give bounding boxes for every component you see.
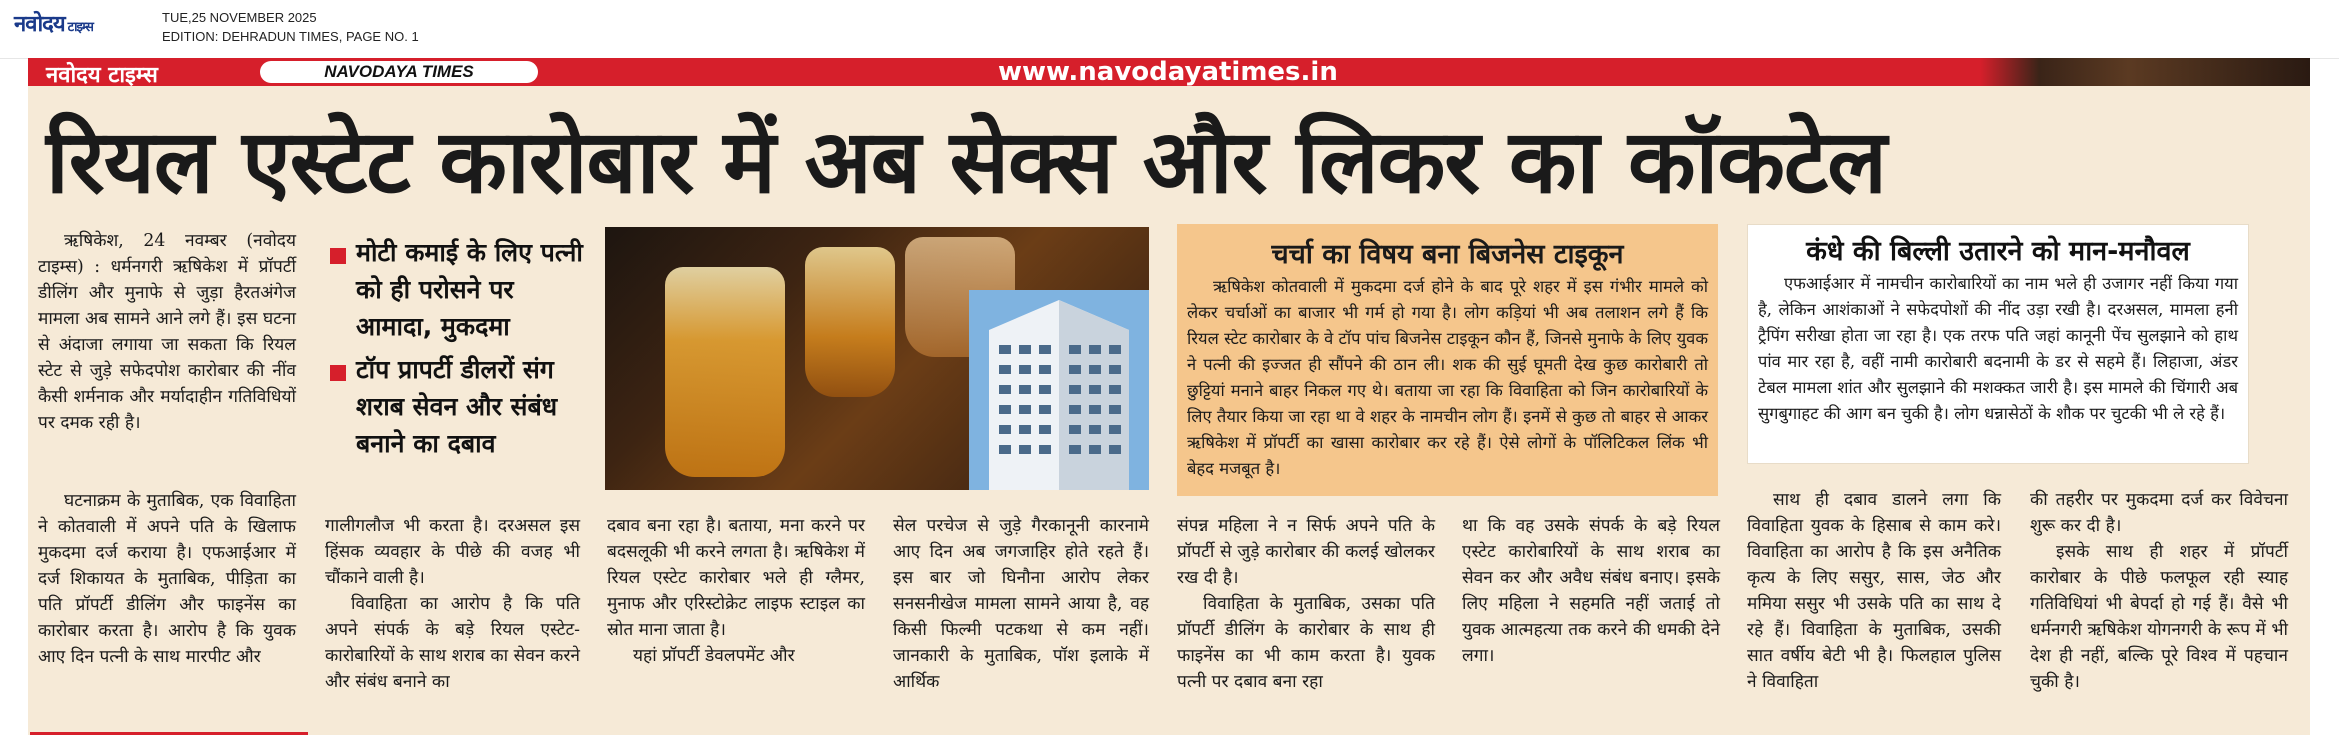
box-orange-body-text: ऋषिकेश कोतवाली में मुकदमा दर्ज होने के बाद पूरे शहर में इस गंभीर मामले को लेकर चर्चाओं का बाजार भी गर्म हो गया है। लोग कड़ियां भी अब तलाशन लगे हैं कि रियल स्टेट कारोबार के वे टॉप पांच बिजनेस टाइकून कौन हैं, जिनसे मुनाफे के लिए युवक ने पत्नी की इज्जत ही सौंपने की ठान ली। शक की सुई घूमती देख कुछ कारोबारी तो छुट्टियां मनाने बाहर निकल गए थे। बताया जा रहा कि विवाहिता को जिन कारोबारियों के लिए तैयार किया जा रहा था वे शहर के नामचीन लोग हैं। इनमें से कुछ तो बाहर से आकर ऋषिकेश में प्रॉपर्टी का खासा कारोबार कर रहे हैं। ऐसे लोगों के पॉलिटिकल लिंक भी बेहद मजबूत है। xyxy=(1187,277,1708,478)
masthead-photo xyxy=(1980,58,2310,86)
building-image xyxy=(969,290,1149,490)
article-col6-p1: था कि वह उसके संपर्क के बड़े रियल एस्टेट कारोबारियों के साथ शराब का सेवन कर और अवैध संबंध बनाए। इसके लिए महिला ने सहमति नहीं जताई तो युवक आत्महत्या तक करने की धमकी देने लगा। xyxy=(1462,516,1720,666)
article-col7-p1: साथ ही दबाव डालने लगा कि विवाहिता युवक के हिसाब से काम करे। विवाहिता का आरोप है कि इस अनैतिक कृत्य के लिए ससुर, सास, जेठ और ममिया ससुर भी उसके पति का साथ दे रहे हैं। विवाहिता के मुताबिक, उसकी सात वर्षीय बेटी भी है। फिलहाल पुलिस ने विवाहिता xyxy=(1747,490,2001,692)
kicker-text: मोटी कमाई के लिए पत्नी को ही परोसने पर आमादा, मुकदमा xyxy=(356,238,583,341)
article-col8-p1: की तहरीर पर मुकदमा दर्ज कर विवेचना शुरू कर दी है। xyxy=(2030,490,2288,536)
article-col5 xyxy=(1177,513,1435,695)
article-col6 xyxy=(1462,513,1720,669)
beer-glass-shape xyxy=(665,267,785,477)
article-col3-p1: दबाव बना रहा है। बताया, मना करने पर बदसलूकी भी करने लगता है। ऋषिकेश में रियल एस्टेट कारोबार भले ही ग्लैमर, मुनाफ और एरिस्टोक्रेट लाइफ स्टाइल का स्रोत माना जाता है। xyxy=(607,516,865,640)
article-col5-p2: विवाहिता के मुताबिक, उसका पति प्रॉपर्टी डीलिंग के कारोबार के साथ ही फाइनेंस का भी काम करता है। युवक पत्नी पर दबाव बना रहा xyxy=(1177,594,1435,692)
main-headline: रियल एस्टेट कारोबार में अब सेक्स और लिकर का कॉकटेल xyxy=(46,110,1886,213)
article-col1-top-text: ऋषिकेश, 24 नवम्बर (नवोदय टाइम्स) : धर्मनगरी ऋषिकेश में प्रॉपर्टी डीलिंग और मुनाफे से जुड़ा हैरतअंगेज मामला अब सामने आने लगे हैं। इस घटना से अंदाजा लगाया जा सकता कि रियल स्टेट से जुड़े सफेदपोश कारोबार की नींव कैसी शर्मनाक और मर्यादाहीन गतिविधियों पर दमक रही है। xyxy=(38,231,296,433)
article-col1-bottom-text: घटनाक्रम के मुताबिक, एक विवाहिता ने कोतवाली में अपने पति के खिलाफ मुकदमा दर्ज कराया है। एफआईआर में दर्ज शिकायत के मुताबिक, पीड़िता का पति प्रॉपर्टी डीलिंग और फाइनेंस का कारोबार करता है। आरोप है कि युवक आए दिन पत्नी के साथ मारपीट और xyxy=(38,491,296,667)
box-white-body xyxy=(1758,271,2238,427)
article-col1-top xyxy=(38,228,296,436)
newspaper-logo[interactable] xyxy=(14,8,93,38)
article-col1-bottom xyxy=(38,488,296,670)
bullet-square-icon xyxy=(330,365,346,381)
article-col2-p2: विवाहिता का आरोप है कि पति अपने संपर्क के बड़े रियल एस्टेट-कारोबारियों के साथ शराब का सेवन करने और संबंध बनाने का xyxy=(325,594,580,692)
article-col8-p2: इसके साथ ही शहर में प्रॉपर्टी कारोबार के पीछे फलफूल रही स्याह गतिविधियां भी बेपर्दा हो गई हैं। वैसे भी धर्मनगरी ऋषिकेश योगनगरी के रूप में भी देश ही नहीं, बल्कि पूरे विश्व में पहचान चुकी है। xyxy=(2030,542,2288,692)
edition-meta xyxy=(162,8,419,46)
article-col4-p1: सेल परचेज से जुड़े गैरकानूनी कारनामे आए दिन अब जगजाहिर होते रहते हैं। इस बार जो घिनौना आरोप लेकर सनसनीखेज मामला सामने आया है, वह किसी फिल्मी पटकथा से कम नहीं। जानकारी के मुताबिक, पॉश इलाके में आर्थिक xyxy=(893,516,1149,692)
bullet-square-icon xyxy=(330,248,346,264)
article-col2-p1: गालीगलौज भी करता है। दरअसल इस हिंसक व्यवहार के पीछे की वजह भी चौंकाने वाली है। xyxy=(325,516,580,588)
article-col8 xyxy=(2030,487,2288,695)
logo-sub-text: टाइम्स xyxy=(67,20,93,35)
viewer-top-bar xyxy=(0,0,2339,59)
masthead-website: www.navodayatimes.in xyxy=(998,57,1338,87)
masthead-pill: NAVODAYA TIMES xyxy=(260,61,538,83)
kicker-bullets xyxy=(330,234,598,468)
kicker-text: टॉप प्रापर्टी डीलरों संग शराब सेवन और संबंध बनाने का दबाव xyxy=(356,355,558,458)
article-col5-p1: संपन्न महिला ने न सिर्फ अपने पति के प्रॉपर्टी से जुड़े कारोबार की कलई खोलकर रख दी है। xyxy=(1177,516,1435,588)
edition-info: EDITION: DEHRADUN TIMES, PAGE NO. 1 xyxy=(162,29,419,44)
box-orange-body xyxy=(1187,274,1708,482)
article-photo-liquor-glasses xyxy=(605,227,1149,490)
kicker-item xyxy=(330,234,598,345)
box-white-body-text: एफआईआर में नामचीन कारोबारियों का नाम भले ही उजागर नहीं किया गया है, लेकिन आशंकाओं ने सफेदपोशों की नींद उड़ा रखी है। दरअसल, मामला हनी ट्रैपिंग सरीखा होता जा रहा है। एक तरफ पति जहां कानूनी पेंच सुलझाने को हाथ पांव मार रहा है, वहीं नामी कारोबारी बदनामी के डर से सहमे हैं। लिहाजा, अंडर टेबल मामला शांत और सुलझाने की मशक्कत जारी है। इस मामले की चिंगारी अब सुगबुगाहट की आग बन चुकी है। लोग धन्नासेठों के शौक पर चुटकी भी ले रहे हैं। xyxy=(1758,274,2238,423)
article-col2 xyxy=(325,513,580,695)
edition-date: TUE,25 NOVEMBER 2025 xyxy=(162,10,317,25)
beer-glass-shape xyxy=(805,247,895,397)
sidebar-box-business-tycoon xyxy=(1177,224,1718,496)
box-white-heading: कंधे की बिल्ली उतारने को मान-मनौवल xyxy=(1806,236,2190,267)
building-icon xyxy=(969,290,1149,490)
article-col7 xyxy=(1747,487,2001,695)
logo-main-text: नवोदय xyxy=(14,12,65,37)
article-col3 xyxy=(607,513,865,669)
article-col3-p2: यहां प्रॉपर्टी डेवलपमेंट और xyxy=(633,646,795,666)
masthead-ribbon xyxy=(28,58,2310,86)
kicker-item xyxy=(330,351,598,462)
masthead-name: नवोदय टाइम्स xyxy=(46,63,158,88)
sidebar-box-negotiation xyxy=(1747,224,2249,464)
box-orange-heading: चर्चा का विषय बना बिजनेस टाइकून xyxy=(1271,239,1624,270)
article-col4 xyxy=(893,513,1149,695)
